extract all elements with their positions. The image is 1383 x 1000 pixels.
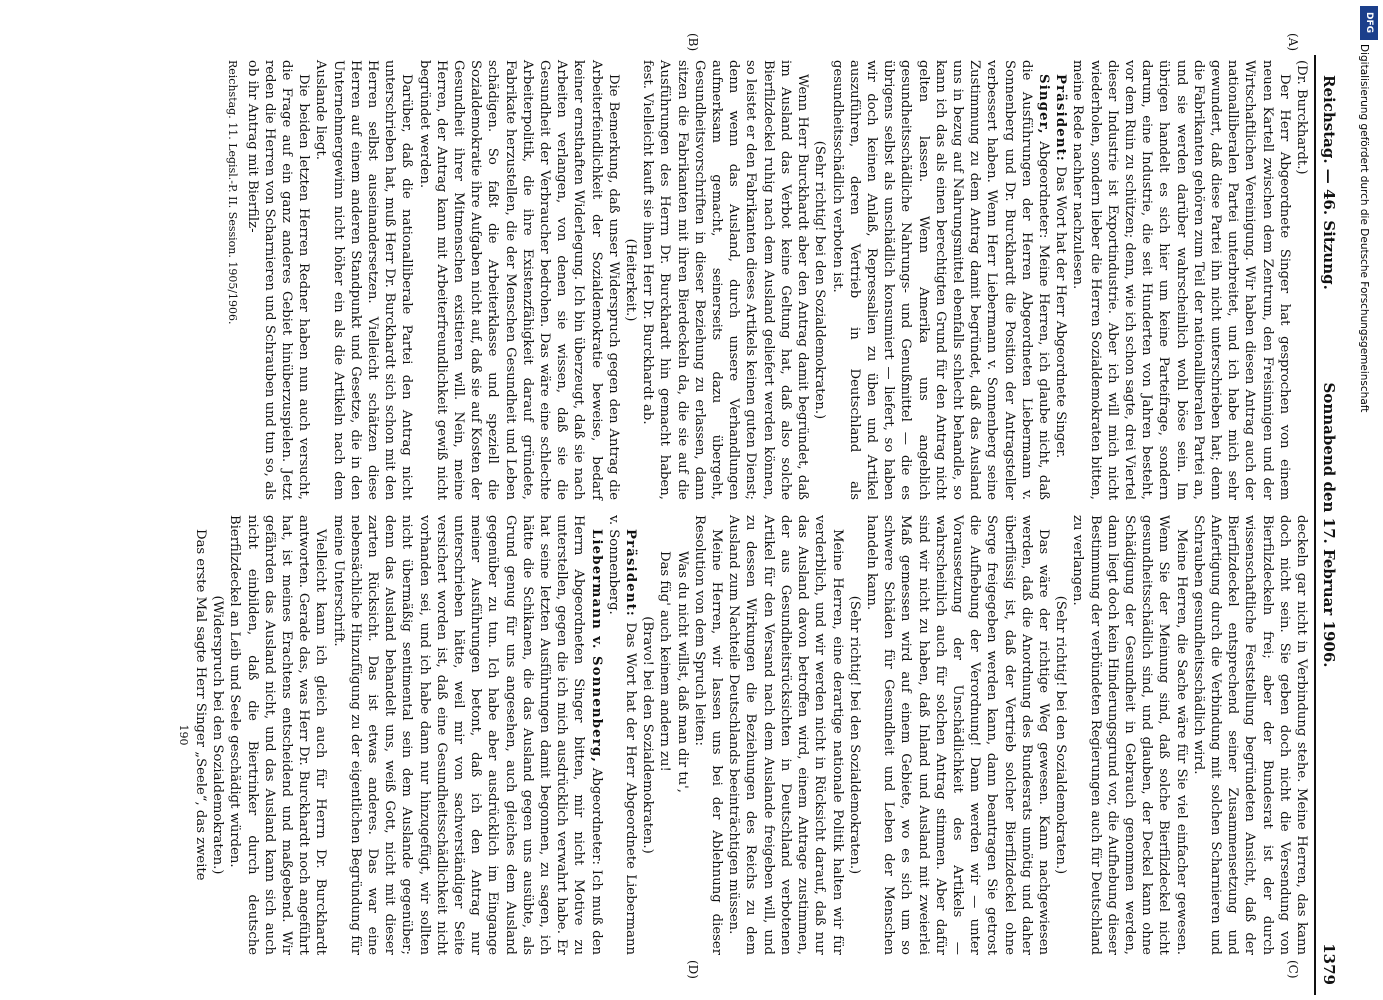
verse-line: Was du nicht willst, daß man dir tu', [674, 551, 690, 793]
dfg-credit-text: Digitalisierung gefördert durch die Deutsche Forschungsgemeinschaft [1358, 44, 1370, 413]
header-left: Reichstag. — 46. Sitzung. [1320, 75, 1338, 290]
singer-text: Abgeordneter: Meine Herren, ich glaube nicht, daß die Ausführungen der Herren Abgeordneten Liebermann v. Sonnenberg und Dr. Burckhardt die Position der Antragsteller verbessert haben. Wenn Herr Liebermann v. Sonnenberg seine Zustimmung zu dem Antrag damit begründet, daß das Ausland uns in bezug auf Nahrungsmittel ebenfalls schlecht behandle, so kann ich das als einen berechtigten Grund für den Antrag nicht gelten lassen. Wenn Amerika uns angeblich gesundheitsschädliche Nahrungs- und Genußmittel — die es übrigens selbst als unschädlich konsumiert — liefert, so haben wir doch keinen Anlaß, Repressalien zu üben und Artikel auszuführen, deren Vertrieb in Deutschland als gesundheitsschädlich verboten ist. [829, 60, 1051, 500]
paragraph: Der Herr Abgeordnete Singer hat gesprochen von einem neuen Kartell zwischen dem Zentrum, den Freisinnigen und der Wirtschaftlichen Vereinigung. Wir haben diesen Antrag auch der nationalliberalen Partei unterbreitet, und ich habe mich sehr gewundert, daß diese Partei ihn nicht unterschrieben hat; denn die Fabrikanten gehören zum Teil der nationalliberalen Partei an, und sie werden darüber wahrscheinlich wohl böse sein. Im übrigen handelt es sich hier um keine Parteifrage, sondern darum, eine Industrie, die seit Hunderten von Jahren besteht, vor dem Ruin zu schützen; denn, wie ich schon sagte, drei Viertel dieser Industrie ist Exportindustrie. Aber ich will mich nicht wiederholen, sondern lieber die Herren Sozialdemokraten bitten, meine Rede nachher nachzulesen. [1070, 60, 1292, 500]
president-label: Präsident: [1053, 74, 1069, 163]
page-header [1314, 55, 1338, 995]
dfg-logo: DFG [1360, 6, 1378, 40]
president-text: Das Wort hat der Herr Abgeordnete Liebermann v. Sonnenberg. [605, 515, 639, 955]
paragraph: deckeln gar nicht in Verbindung stehe. Meine Herren, das kann doch nicht sein. Sie geben doch nicht die Versendung von Bierfilzdeckeln frei; aber der Bundesrat ist der durch wissenschaftliche Feststellung begründeten Ansicht, daß der Bierfilzdeckel entsprechend seiner Zusammensetzung und Anfertigung durch die Verbindung mit solchen Scharnieren und Schrauben gesundheitsschädlich wird. [1190, 515, 1309, 955]
margin-mark-a: (A) [1286, 33, 1300, 52]
margin-mark-c: (C) [1286, 960, 1300, 979]
interjection: (Sehr richtig! bei den Sozialdemokraten.) [1053, 595, 1069, 875]
left-column [0, 60, 1310, 500]
paragraph: Meine Herren, die Sache wäre für Sie viel einfacher gewesen. Wenn Sie der Meinung sind, daß solche Bierfilzdeckel nicht gesundheitsschädlich sind, und glauben, der Deckel kann ohne Schädigung der Gesundheit in Gebrauch genommen werden, dann liegt doch kein Hinderungsgrund vor, die Aufhebung dieser Bestimmung der verbündeten Regierungen auch für Deutschland zu verlangen. [1070, 515, 1189, 955]
liebermann-text: Abgeordneter: Ich muß den Herrn Abgeordneten Singer bitten, mir nicht Motive zu unterstellen, gegen die ich mich ausdrücklich verwahrt habe. Er hat seine letzten Ausführungen damit begonnen, zu sagen, ich hätte die Schikanen, die das Ausland gegen uns ausübte, als Grund genug für uns angesehen, auch gleiches dem Ausland gegenüber zu tun. Ich habe aber ausdrücklich im Eingange meiner Ausführungen betont, daß ich den Antrag nur unterschrieben hätte, weil mir von sachverständiger Seite versichert worden ist, daß eine Gesundheitsschädlichkeit nicht vorhanden sei, und ich habe dann nur hinzugefügt, wir sollten nicht übermäßig sentimental sein dem Auslande gegenüber; denn das Ausland behandelt uns, weiß Gott, nicht mit dieser zarten Rücksicht. Das ist etwas anderes. Das war eine nebensächliche Hinzufügung zu der eigentlichen Begründung für meine Unterschrift. [330, 515, 604, 955]
paragraph: Das erste Mal sagte Herr Singer „Seele“, das zweite [193, 529, 208, 881]
paragraph: Meine Herren, wir lassen uns bei der Ablehnung dieser Resolution von dem Spruch leiten: [691, 515, 725, 955]
margin-mark-b: (B) [686, 33, 700, 52]
speaker-tag: (Dr. Burckhardt.) [1294, 60, 1309, 175]
page-number: 1379 [1320, 943, 1338, 985]
footer-number: 190 [176, 724, 190, 746]
interjection: (Bravo! bei den Sozialdemokraten.) [640, 616, 656, 854]
margin-mark-d: (D) [686, 960, 700, 979]
paragraph: Darüber, daß die nationalliberale Partei den Antrag nicht unterschrieben hat, muß Herr Dr. Burckhardt sich schon mit den Herren selbst auseinandersetzen. Vielleicht schätzen diese Herren auf einem anderen Standpunkt und Gesetze, die in den Unternehmergewinn nicht höher ein als die Artikeln nach dem Auslande liegt. [313, 60, 415, 500]
verse-line: Das füg' auch keinem andern zu! [657, 551, 673, 772]
paragraph: Die Bemerkung, daß unser Widerspruch gegen den Antrag die Arbeiterfeindlichkeit der Sozialdemokratie beweise, bedarf keiner ernsthaften Widerlegung. Ich bin überzeugt, daß sie nach Arbeiten verlangen, von denen sie wissen, daß sie die Gesundheit der Verbraucher bedrohen. Das wäre eine schlechte Arbeiterpolitik, die ihre Existenzfähigkeit darauf gründete, Fabrikate herzustellen, die der Menschen Gesundheit und Leben schädigen. So faßt die Arbeiterklasse und speziell die Sozialdemokratie ihre Aufgaben nicht auf, daß sie auf Kosten der Gesundheit ihrer Mitmenschen existieren will. Nein, meine Herren, der Antrag kann mit Arbeiterfreundlichkeit gewiß nicht begründet werden. [416, 60, 621, 500]
president-text: Das Wort hat der Herr Abgeordnete Singer. [1053, 166, 1069, 459]
paragraph: Wenn Herr Burckhardt aber den Antrag damit begründet, daß im Ausland das Verbot keine Geltung hat, daß also solche Bierfilzdeckel ruhig nach dem Ausland geliefert werden können, so leistet er den Fabrikanten dieses Artikels keinen guten Dienst; denn wenn das Ausland, durch unsere Verhandlungen aufmerksam gemacht, seinerseits dazu übergeht, Gesundheitsvorschriften in dieser Beziehung zu erlassen, dann sitzen die Fabrikanten mit ihren Bierdeckeln da, die sie auf die Ausführungen des Herrn Dr. Burckhardt hin gemacht haben, fest. Vielleicht kauft sie ihnen Herr Dr. Burckhardt ab. [640, 60, 811, 500]
president-label: Präsident: [623, 529, 639, 618]
interjection: (Sehr richtig! bei den Sozialdemokraten.) [812, 140, 828, 420]
paragraph: Meine Herren, eine derartige nationale Politik halten wir für verderblich, und wir werden nicht in Rücksicht darauf, daß nur das Ausland davon betroffen wird, einem Antrage zustimmen, der aus Gesundheitsrücksichten in Deutschland verbotenen Artikel für den Versand nach dem Auslande freigeben will, und zu dessen Wirkungen die Beziehungen des Reichs zu dem Ausland zum Nachteile Deutschlands beeinträchtigen müssen. [726, 515, 845, 955]
rotated-newspaper-page [0, 33, 1340, 995]
paragraph: Vielleicht kann ich gleich auch für Herrn Dr. Burckhardt antworten. Gerade das, was Herr Dr. Burckhardt noch angeführt hat, ist meines Erachtens entscheidend und maßgebend. Wir gefährden das Ausland nicht, und das Ausland kann sich auch nicht einbilden, daß die Biertrinker durch deutsche Bierfilzdeckel an Leib und Seele geschädigt würden. [227, 515, 329, 955]
paragraph: Das wäre der richtige Weg gewesen. Kann nachgewiesen werden, daß die Anordnung des Bundesrats unnötig und daher überflüssig ist, daß der Vertrieb solcher Bierfilzdeckel ohne Sorge freigegeben werden kann, dann beantragen Sie getrost die Aufhebung der Verordnung! Dann werden wir — unter Voraussetzung der Unschädlichkeit des Artikels — wahrscheinlich auch für solchen Antrag stimmen. Aber dafür sind wir nicht zu haben, daß Inland und Ausland mit zweierlei Maß gemessen wird auf einem Gebiete, wo es sich um so schwere Schäden für Gesundheit und Leben der Menschen handeln kann. [863, 515, 1051, 955]
interjection: (Heiterkeit.) [623, 238, 639, 322]
interjection: (Sehr richtig! bei den Sozialdemokraten.) [846, 595, 862, 875]
speaker-liebermann: Liebermann v. Sonnenberg, [588, 529, 604, 764]
footer: Reichstag. 11. Legisl.-P. II. Session. 1905/1906. [226, 60, 240, 325]
header-rule [1314, 55, 1316, 995]
right-column [0, 515, 1310, 955]
interjection: (Widerspruch bei den Sozialdemokraten.) [210, 595, 226, 875]
speaker-singer: Singer, [1035, 74, 1051, 135]
header-date: Sonnabend den 17. Februar 1906. [1320, 382, 1338, 668]
paragraph: Die beiden letzten Herren Redner haben nun auch versucht, die Frage auf ein ganz anderes Gebiet hinüberzuspielen. Jetzt reden die Herren von Scharnieren und Schrauben und tun so, als ob ihr Antrag mit Bierfilz- [244, 60, 312, 500]
